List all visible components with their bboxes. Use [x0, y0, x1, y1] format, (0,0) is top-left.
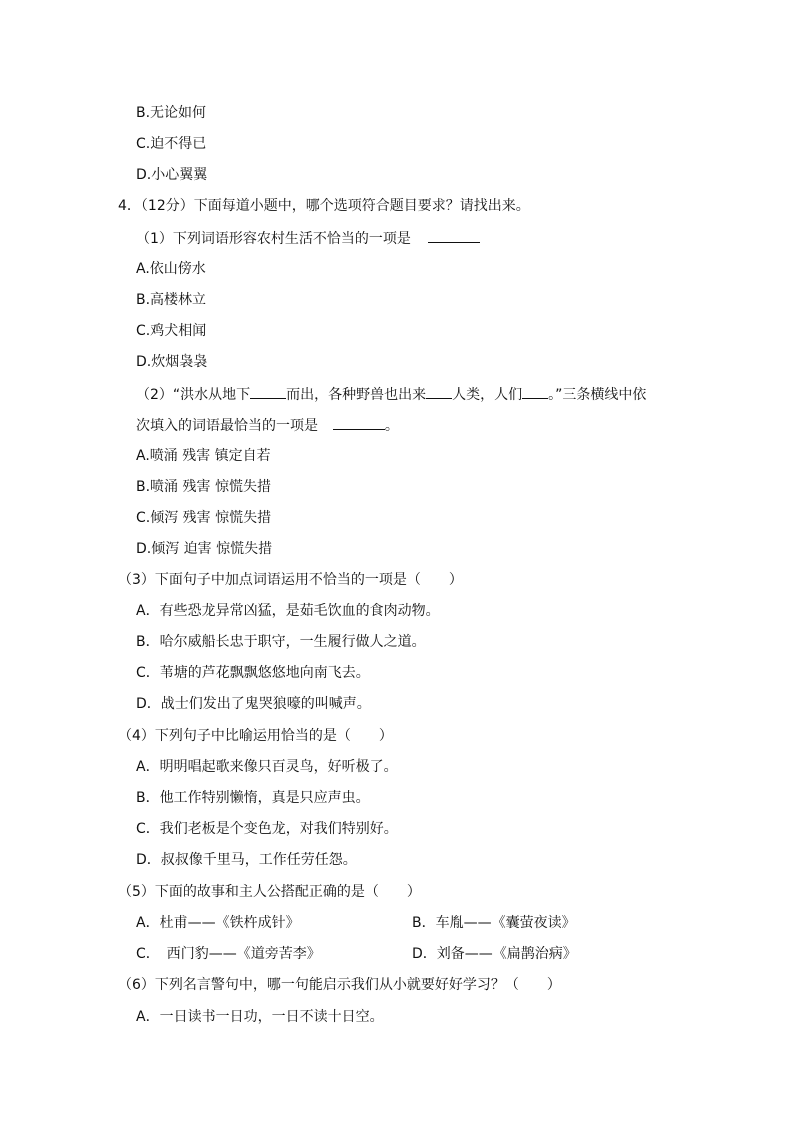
answer-blank [426, 384, 452, 399]
q4-sub2-stem-part4: 。”三条横线中依 [548, 387, 647, 403]
q4-sub1-stem [136, 228, 480, 249]
q4-sub4-option-a: A．明明唱起歌来像只百灵鸟，好听极了。 [136, 759, 398, 775]
q4-sub3-option-a: A．有些恐龙异常凶猛，是茹毛饮血的食肉动物。 [136, 603, 440, 619]
q4-sub1-option-d: D.炊烟袅袅 [136, 354, 208, 370]
q3-option-c: C.迫不得已 [136, 136, 207, 152]
q4-sub2-stem-line2-end: 。 [384, 418, 399, 434]
q4-sub4-stem: （4）下列句子中比喻运用恰当的是（ ） [118, 728, 393, 744]
answer-blank [428, 228, 480, 243]
q4-sub4-option-d: D．叔叔像千里马，工作任劳任怨。 [136, 852, 357, 868]
q4-sub4-option-c: C．我们老板是个变色龙，对我们特别好。 [136, 821, 398, 837]
q4-sub3-option-b: B．哈尔威船长忠于职守，一生履行做人之道。 [136, 634, 426, 650]
answer-blank [250, 384, 286, 399]
q4-sub1-stem-text: （1）下列词语形容农村生活不恰当的一项是 [136, 231, 411, 247]
q4-sub5-option-b: B．车胤——《囊萤夜读》 [412, 915, 576, 931]
q4-sub6-stem: （6）下列名言警句中，哪一句能启示我们从小就要好好学习？（ ） [118, 977, 561, 993]
q3-option-b: B.无论如何 [136, 105, 207, 121]
q4-sub2-stem-line2-text: 次填入的词语最恰当的一项是 [136, 418, 318, 434]
q4-sub3-stem: （3）下面句子中加点词语运用不恰当的一项是（ ） [118, 572, 463, 588]
answer-blank [522, 384, 548, 399]
q4-sub5-option-c: C． 西门豹——《道旁苦李》 [136, 946, 321, 962]
q3-option-d: D.小心翼翼 [136, 167, 208, 183]
q4-sub2-stem-line1 [136, 384, 646, 405]
q4-sub2-option-b: B.喷涌 残害 惊慌失措 [136, 479, 271, 495]
q4-sub1-option-b: B.高楼林立 [136, 292, 207, 308]
answer-blank [333, 415, 385, 430]
q4-sub2-stem-part1: （2）“洪水从地下 [136, 387, 251, 403]
q4-sub2-option-c: C.倾泻 残害 惊慌失措 [136, 510, 272, 526]
q4-sub2-stem-part3: 人类，人们 [452, 387, 523, 403]
q4-sub5-option-d: D．刘备——《扁鹊治病》 [412, 946, 577, 962]
q4-sub1-option-a: A.依山傍水 [136, 261, 206, 277]
q4-sub5-option-a: A．杜甫——《铁杵成针》 [136, 915, 300, 931]
q4-sub3-option-d: D．战士们发出了鬼哭狼嚎的叫喊声。 [136, 696, 371, 712]
q4-sub2-stem-part2: 而出，各种野兽也出来 [286, 387, 427, 403]
q4-sub1-option-c: C.鸡犬相闻 [136, 323, 207, 339]
q4-sub3-option-c: C．苇塘的芦花飘飘悠悠地向南飞去。 [136, 665, 370, 681]
q4-header: 4．（12分）下面每道小题中，哪个选项符合题目要求？请找出来。 [118, 198, 530, 214]
q4-sub2-option-a: A.喷涌 残害 镇定自若 [136, 448, 271, 464]
q4-sub2-stem-line2 [136, 415, 399, 436]
q4-sub6-option-a: A．一日读书一日功，一日不读十日空。 [136, 1009, 384, 1025]
q4-sub4-option-b: B．他工作特别懒惰，真是只应声虫。 [136, 790, 370, 806]
q4-sub5-stem: （5）下面的故事和主人公搭配正确的是（ ） [118, 884, 421, 900]
q4-sub2-option-d: D.倾泻 迫害 惊慌失措 [136, 541, 273, 557]
